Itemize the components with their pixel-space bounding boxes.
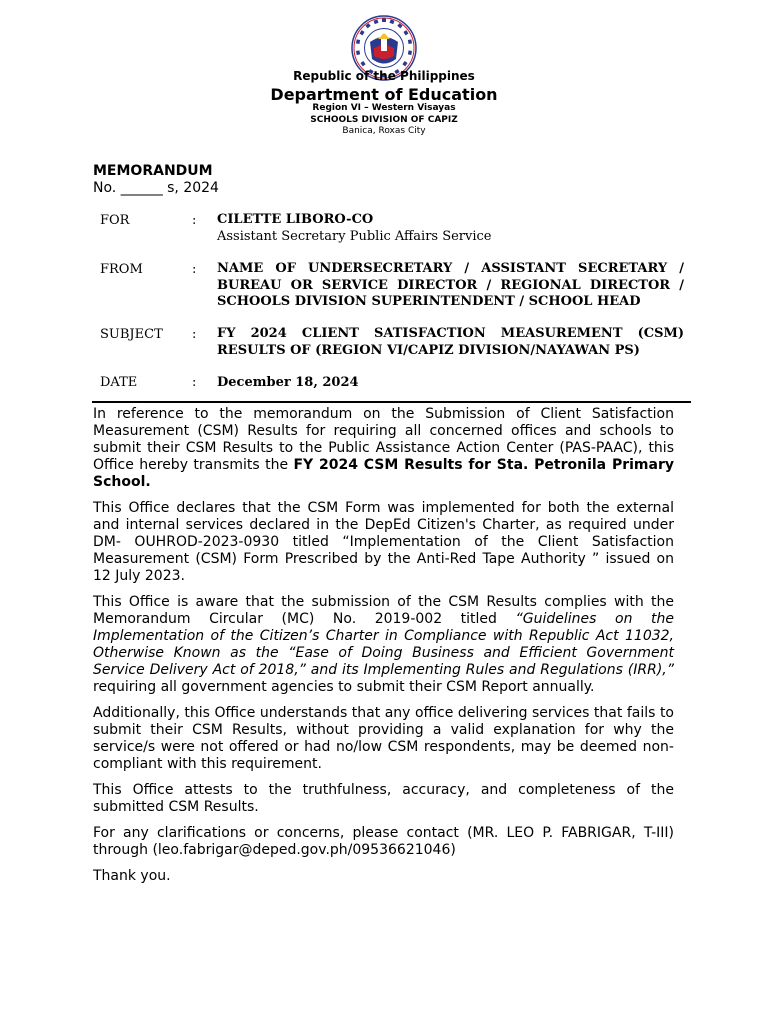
date-colon: :: [192, 375, 197, 390]
for-position: Assistant Secretary Public Affairs Service: [217, 228, 492, 244]
memo-body: [93, 406, 674, 894]
for-name: CILETTE LIBORO-CO: [217, 212, 374, 227]
subject-label: SUBJECT: [100, 327, 163, 342]
paragraph-3: [93, 594, 674, 696]
paragraph-7: Thank you.: [93, 868, 171, 884]
subject-value: FY 2024 CLIENT SATISFACTION MEASUREMENT (CSM) RESULTS OF (REGION VI/CAPIZ DIVISION/NAYAWAN PS): [217, 326, 684, 358]
paragraph-3-text: This Office is aware that the submission of the CSM Results complies with the Memorandum Circular (MC) No. 2019-002 titled: [93, 594, 674, 627]
from-label: FROM: [100, 262, 143, 277]
for-label: FOR: [100, 213, 130, 228]
header-address: Banica, Roxas City: [342, 126, 426, 136]
paragraph-1: [93, 406, 674, 491]
header-republic: Republic of the Philippines: [293, 69, 475, 83]
for-recipient: [217, 212, 684, 245]
paragraph-5: This Office attests to the truthfulness, accuracy, and completeness of the submitted CSM Results.: [93, 782, 674, 815]
paragraph-6: For any clarifications or concerns, please contact (MR. LEO P. FABRIGAR, T-III) through (leo.fabrigar@deped.gov.ph/09536621046): [93, 825, 674, 858]
paragraph-1-bold: FY 2024 CSM Results for Sta. Petronila Primary School.: [93, 457, 674, 490]
date-label: DATE: [100, 375, 138, 390]
memo-number: No. ______ s, 2024: [93, 180, 219, 196]
memo-title: MEMORANDUM: [93, 163, 213, 179]
paragraph-2: This Office declares that the CSM Form was implemented for both the external and internal services declared in the DepEd Citizen's Charter, as required under DM- OUHROD-2023-0930 titled “Implementation of the Client Satisfaction Measurement (CSM) Form Prescribed by the Anti-Red Tape Authority ” issued on 12 July 2023.: [93, 500, 674, 584]
header-region: Region VI – Western Visayas: [312, 103, 456, 113]
for-colon: :: [192, 213, 197, 228]
paragraph-1-text: In reference to the memorandum on the Submission of Client Satisfaction Measurement (CSM) Results for requiring all concerned offices and schools to submit their CSM Results to the Public Assistance Action Center (PAS-PAAC), this Office hereby transmits the: [93, 406, 674, 473]
paragraph-3-end: requiring all government agencies to submit their CSM Report annually.: [93, 679, 595, 695]
header-divider: [92, 401, 691, 403]
from-colon: :: [192, 262, 197, 277]
paragraph-4: Additionally, this Office understands that any office delivering services that fails to submit their CSM Results, without providing a valid explanation for why the service/s were not offered or had no/low CSM respondents, may be deemed non-compliant with this requirement.: [93, 705, 674, 772]
from-value: NAME OF UNDERSECRETARY / ASSISTANT SECRETARY / BUREAU OR SERVICE DIRECTOR / REGIONAL DIRECTOR / SCHOOLS DIVISION SUPERINTENDENT / SCHOOL HEAD: [217, 261, 684, 309]
paragraph-3-italic: “Guidelines on the Implementation of the Citizen’s Charter in Compliance with Republic Act 11032, Otherwise Known as the “Ease of Doing Business and Efficient Government Service Delivery Act of 2018,” and its Implementing Rules and Regulations (IRR),”: [93, 611, 674, 678]
header-department: Department of Education: [270, 85, 498, 104]
header-division: SCHOOLS DIVISION OF CAPIZ: [310, 115, 458, 125]
subject-colon: :: [192, 327, 197, 342]
date-value: December 18, 2024: [217, 375, 359, 390]
